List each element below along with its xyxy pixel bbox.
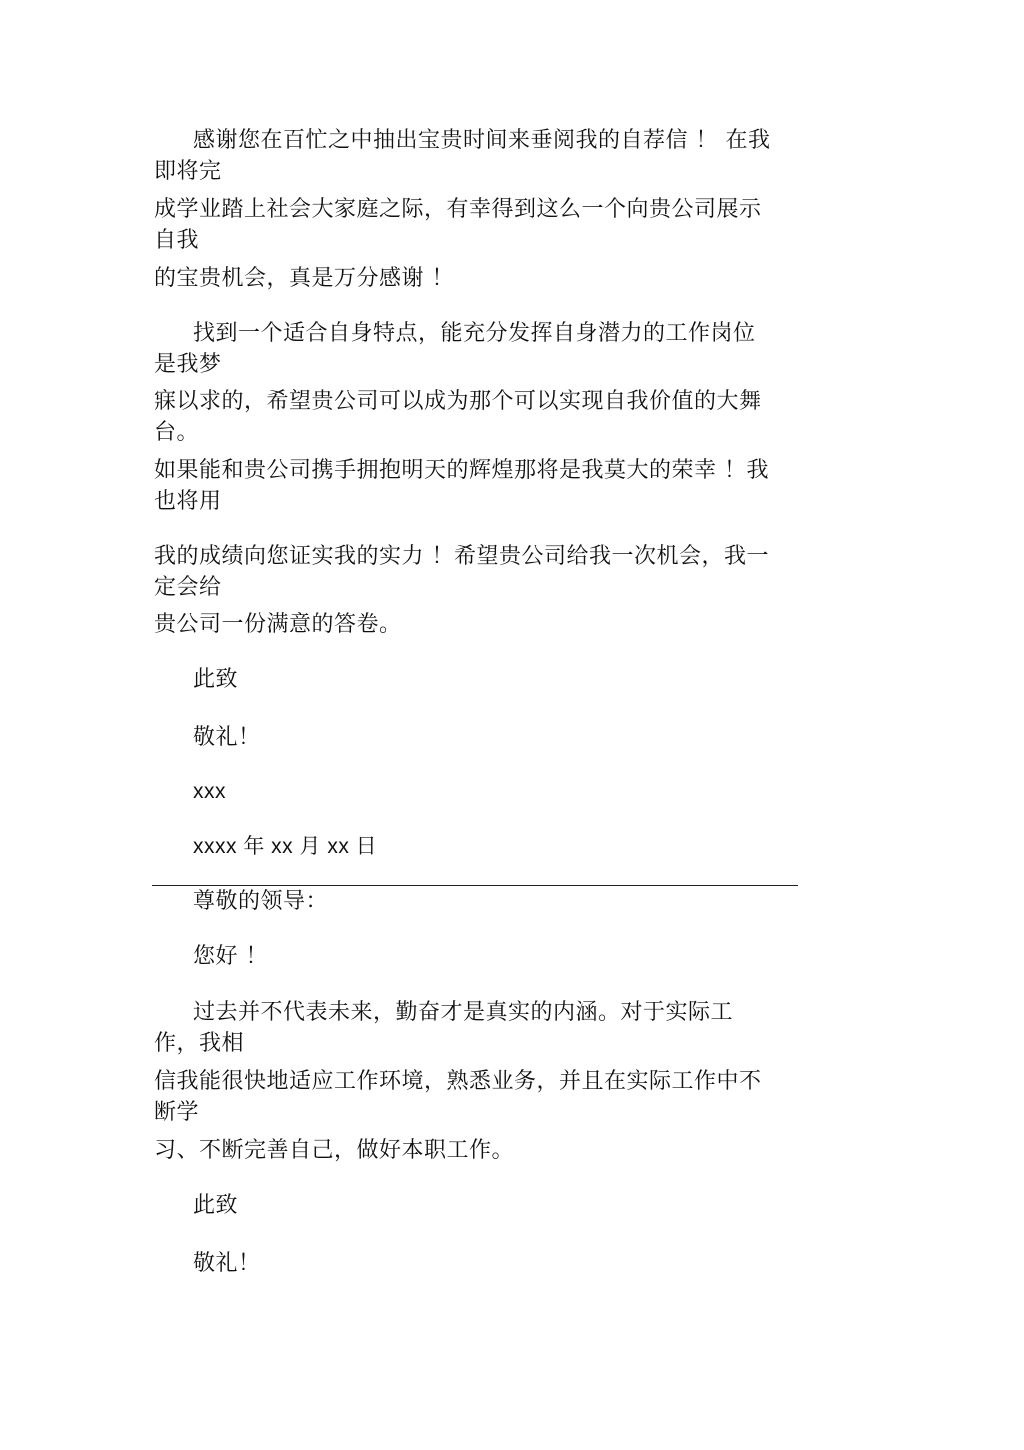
letter1-para2-line3: 寐以求的，希望贵公司可以成为那个可以实现自我价值的大舞 <box>154 389 762 414</box>
letter1-para1-line5: 的宝贵机会，真是万分感谢 ！ <box>154 266 454 291</box>
letter1-para2-line1: 找到一个适合自身特点，能充分发挥自身潜力的工作岗位 <box>193 321 756 346</box>
letter-divider <box>152 885 798 886</box>
letter1-para2-line8: 定会给 <box>154 575 222 600</box>
letter1-para2-line2: 是我梦 <box>154 352 222 377</box>
letter2-para1-line3: 信我能很快地适应工作环境，熟悉业务，并且在实际工作中不 <box>154 1069 762 1094</box>
letter1-para1-line4: 自我 <box>154 228 200 253</box>
letter1-para1-line1: 感谢您在百忙之中抽出宝贵时间来垂阅我的自荐信 ！ 在我 <box>193 128 771 153</box>
letter1-para1-line3: 成学业踏上社会大家庭之际，有幸得到这么一个向贵公司展示 <box>154 197 762 222</box>
letter1-para2-line6: 也将用 <box>154 489 222 514</box>
letter2-para1-line5: 习、不断完善自己，做好本职工作。 <box>154 1138 515 1163</box>
letter1-para1-line2: 即将完 <box>154 159 222 184</box>
letter1-para2-line5: 如果能和贵公司携手拥抱明天的辉煌那将是我莫大的荣幸 ！我 <box>154 458 769 483</box>
letter1-closing: 此致 <box>193 667 239 692</box>
letter1-salute: 敬礼！ <box>193 725 261 750</box>
letter2-closing: 此致 <box>193 1193 239 1218</box>
letter2-salute: 敬礼！ <box>193 1251 261 1276</box>
letter1-date: xxxx 年 xx 月 xx 日 <box>193 835 378 858</box>
letter2-para1-line2: 作，我相 <box>154 1031 245 1056</box>
letter2-para1-line1: 过去并不代表未来，勤奋才是真实的内涵。对于实际工 <box>193 1000 734 1025</box>
letter2-hello: 您好 ！ <box>193 944 268 969</box>
letter2-para1-line4: 断学 <box>154 1100 200 1125</box>
letter1-signature: xxx <box>193 780 226 803</box>
letter1-para2-line4: 台。 <box>154 420 200 445</box>
letter1-para2-line9: 贵公司一份满意的答卷。 <box>154 612 402 637</box>
letter2-greeting: 尊敬的领导： <box>193 889 329 914</box>
letter1-para2-line7: 我的成绩向您证实我的实力 ！希望贵公司给我一次机会，我一 <box>154 544 769 569</box>
